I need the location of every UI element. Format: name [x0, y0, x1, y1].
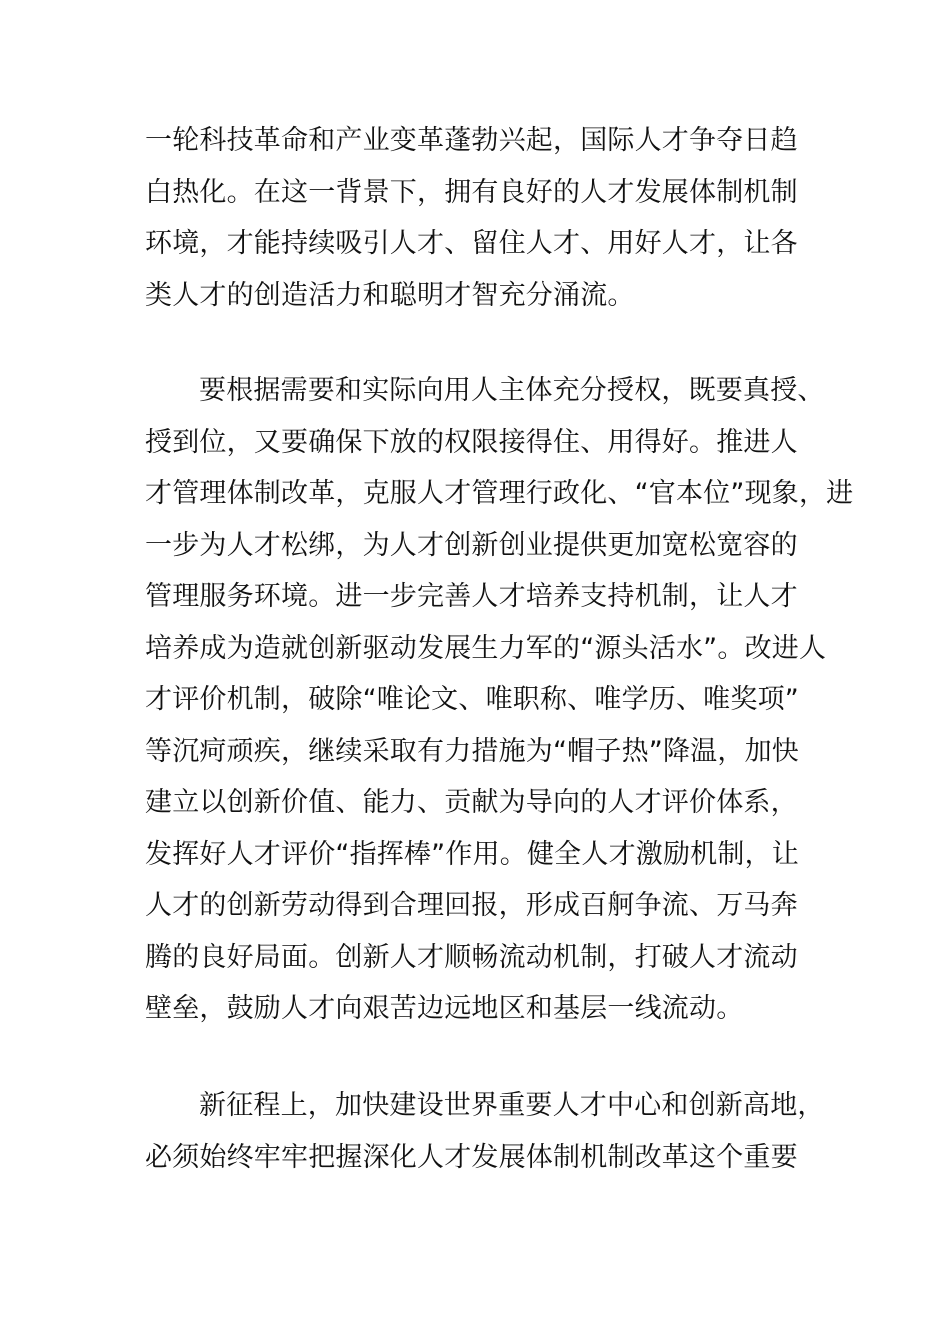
text-line: 建立以创新价值、能力、贡献为导向的人才评价体系，: [145, 787, 798, 818]
paragraph-1: [145, 115, 815, 321]
text-line: 必须始终牢牢把握深化人才发展体制机制改革这个重要: [145, 1141, 798, 1173]
text-line: 一步为人才松绑，为人才创新创业提供更加宽松宽容的: [145, 529, 798, 561]
text-line: 发挥好人才评价“指挥棒”作用。健全人才激励机制，让: [145, 838, 799, 870]
text-line: 环境，才能持续吸引人才、留住人才、用好人才，让各: [145, 228, 798, 259]
paragraph-2: [145, 365, 854, 1035]
text-line: 要根据需要和实际向用人主体充分授权，既要真授、: [199, 375, 825, 406]
text-line: 腾的良好局面。创新人才顺畅流动机制，打破人才流动: [145, 941, 798, 973]
text-line: 培养成为造就创新驱动发展生力军的“源头活水”。改进人: [145, 632, 827, 664]
text-line: 类人才的创造活力和聪明才智充分涌流。: [145, 279, 635, 311]
paragraph-3: [145, 1080, 825, 1183]
text-line: 管理服务环境。进一步完善人才培养支持机制，让人才: [145, 581, 798, 612]
text-line: 白热化。在这一背景下，拥有良好的人才发展体制机制: [145, 176, 798, 208]
text-line: 等沉疴顽疾，继续采取有力措施为“帽子热”降温，加快: [145, 735, 799, 767]
text-line: 壁垒，鼓励人才向艰苦边远地区和基层一线流动。: [145, 993, 744, 1024]
text-line: 授到位，又要确保下放的权限接得住、用得好。推进人: [145, 426, 798, 458]
text-line: 才评价机制，破除“唯论文、唯职称、唯学历、唯奖项”: [145, 684, 799, 715]
text-line: 一轮科技革命和产业变革蓬勃兴起，国际人才争夺日趋: [145, 125, 798, 156]
text-line: 人才的创新劳动得到合理回报，形成百舸争流、万马奔: [145, 890, 798, 921]
text-line: 新征程上，加快建设世界重要人才中心和创新高地，: [199, 1090, 825, 1121]
text-line: 才管理体制改革，克服人才管理行政化、“官本位”现象，进: [145, 478, 854, 509]
